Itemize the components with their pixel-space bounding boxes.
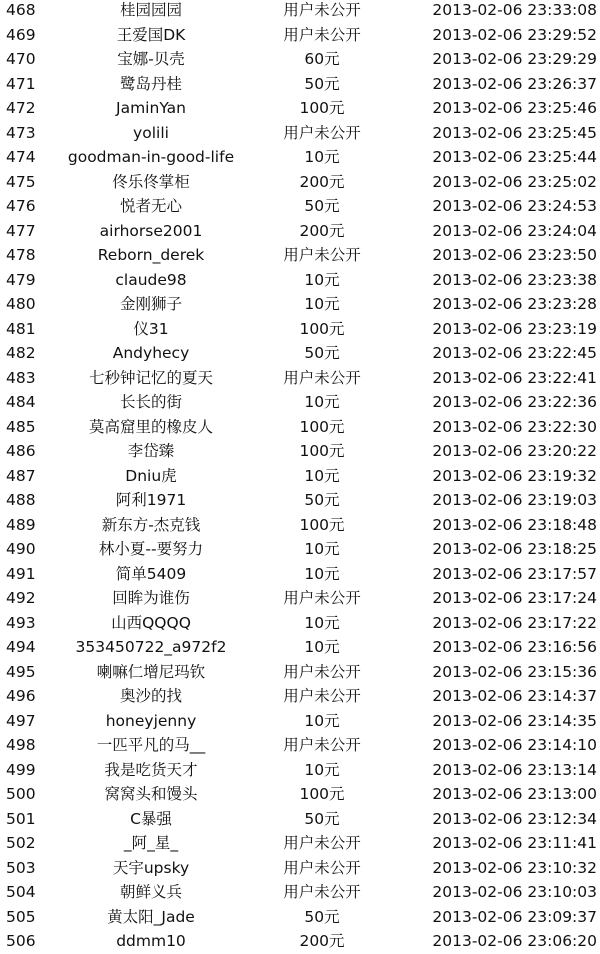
list-row <box>0 537 600 562</box>
list-row <box>0 23 600 48</box>
list-row <box>0 611 600 636</box>
donation-time: 2013-02-06 23:15:36 <box>432 662 597 681</box>
donation-amount: 200元 <box>299 932 345 950</box>
donation-time: 2013-02-06 23:11:41 <box>432 834 597 852</box>
row-index: 496 <box>6 687 36 705</box>
row-index: 483 <box>6 368 36 387</box>
donation-amount: 10元 <box>304 270 340 289</box>
donor-name: honeyjenny <box>105 711 197 730</box>
list-row <box>0 145 600 170</box>
donation-amount: 200元 <box>299 221 345 240</box>
donation-amount: 10元 <box>304 760 340 779</box>
donation-amount: 10元 <box>304 393 340 411</box>
row-index: 488 <box>6 491 36 509</box>
list-row <box>0 709 600 734</box>
donation-time: 2013-02-06 23:23:50 <box>432 246 597 264</box>
donor-name: 我是吃货天才 <box>104 760 198 779</box>
donor-name: 七秒钟记忆的夏天 <box>88 368 213 387</box>
donation-time: 2013-02-06 23:25:02 <box>432 172 597 191</box>
donation-amount: 用户未公开 <box>283 834 361 852</box>
donor-name: 悦者无心 <box>119 197 182 215</box>
donation-time: 2013-02-06 23:29:52 <box>432 25 597 44</box>
donation-amount: 10元 <box>304 148 340 166</box>
list-row <box>0 121 600 146</box>
donation-time: 2013-02-06 23:22:30 <box>432 417 597 436</box>
row-index: 472 <box>6 99 36 117</box>
row-index: 478 <box>6 246 36 264</box>
row-index: 490 <box>6 540 36 558</box>
donation-time: 2013-02-06 23:10:03 <box>432 883 597 901</box>
list-row <box>0 905 600 930</box>
list-row <box>0 243 600 268</box>
donor-name: 王爱国DK <box>116 25 186 44</box>
list-row <box>0 366 600 391</box>
donation-time: 2013-02-06 23:26:37 <box>432 74 597 93</box>
row-index: 482 <box>6 344 36 362</box>
donation-time: 2013-02-06 23:29:29 <box>432 50 597 68</box>
list-row <box>0 733 600 758</box>
donation-time: 2013-02-06 23:24:53 <box>432 197 597 215</box>
donor-name: 简单5409 <box>115 564 187 583</box>
donation-time: 2013-02-06 23:18:25 <box>432 540 597 558</box>
donor-name: 长长的街 <box>119 393 182 411</box>
row-index: 495 <box>6 662 36 681</box>
donation-time: 2013-02-06 23:19:03 <box>432 491 597 509</box>
donation-time: 2013-02-06 23:24:04 <box>432 221 597 240</box>
row-index: 468 <box>6 1 36 19</box>
donor-name: 山西QQQQ <box>111 613 191 632</box>
donation-time: 2013-02-06 23:25:46 <box>432 99 597 117</box>
donation-amount: 用户未公开 <box>283 25 361 44</box>
donation-amount: 10元 <box>304 638 340 656</box>
donation-amount: 10元 <box>304 466 340 485</box>
donor-name: 鹭岛丹桂 <box>119 74 182 93</box>
donation-amount: 用户未公开 <box>283 246 361 264</box>
donation-time: 2013-02-06 23:17:57 <box>432 564 597 583</box>
donation-amount: 用户未公开 <box>283 123 361 142</box>
list-row <box>0 635 600 660</box>
donation-amount: 100元 <box>299 515 345 534</box>
donation-amount: 用户未公开 <box>283 736 361 754</box>
row-index: 503 <box>6 858 36 877</box>
row-index: 473 <box>6 123 36 142</box>
row-index: 481 <box>6 319 36 338</box>
row-index: 470 <box>6 50 36 68</box>
donor-name: 黄太阳_Jade <box>107 907 195 926</box>
list-row <box>0 96 600 121</box>
list-row <box>0 219 600 244</box>
donation-amount: 10元 <box>304 711 340 730</box>
row-index: 506 <box>6 932 36 950</box>
donor-name: ddmm10 <box>116 932 186 950</box>
row-index: 489 <box>6 515 36 534</box>
list-row <box>0 513 600 538</box>
list-row <box>0 47 600 72</box>
donation-amount: 用户未公开 <box>283 687 361 705</box>
list-row <box>0 72 600 97</box>
list-row <box>0 341 600 366</box>
list-row <box>0 880 600 905</box>
donation-amount: 100元 <box>299 319 345 338</box>
donor-name: 阿利1971 <box>115 491 187 509</box>
donation-amount: 用户未公开 <box>283 858 361 877</box>
donation-time: 2013-02-06 23:25:45 <box>432 123 597 142</box>
donor-name: 天宇upsky <box>112 858 190 877</box>
donation-time: 2013-02-06 23:20:22 <box>432 442 597 460</box>
donation-amount: 50元 <box>304 197 340 215</box>
list-row <box>0 831 600 856</box>
list-row <box>0 0 600 23</box>
donation-amount: 10元 <box>304 564 340 583</box>
donor-name: Dniu虎 <box>125 466 177 485</box>
donation-amount: 50元 <box>304 491 340 509</box>
list-row <box>0 170 600 195</box>
donor-name: 回眸为谁伤 <box>112 589 190 607</box>
donation-time: 2013-02-06 23:06:20 <box>432 932 597 950</box>
donor-name: 新东方-杰克钱 <box>101 515 201 534</box>
list-row <box>0 292 600 317</box>
donor-name: claude98 <box>115 270 187 289</box>
donor-name: C暴强 <box>130 809 172 828</box>
donor-name: 桂园园园 <box>119 1 182 19</box>
donation-amount: 50元 <box>304 344 340 362</box>
donation-amount: 100元 <box>299 417 345 436</box>
list-row <box>0 660 600 685</box>
donation-amount: 50元 <box>304 74 340 93</box>
donation-amount: 200元 <box>299 172 345 191</box>
donation-time: 2013-02-06 23:25:44 <box>432 148 597 166</box>
row-index: 504 <box>6 883 36 901</box>
donation-time: 2013-02-06 23:09:37 <box>432 907 597 926</box>
list-row <box>0 684 600 709</box>
row-index: 486 <box>6 442 36 460</box>
list-row <box>0 390 600 415</box>
donor-name: goodman-in-good-life <box>67 148 235 166</box>
list-row <box>0 464 600 489</box>
donor-name: yolili <box>133 123 169 142</box>
donor-name: 朝鲜义兵 <box>119 883 182 901</box>
list-row <box>0 439 600 464</box>
donation-time: 2013-02-06 23:23:38 <box>432 270 597 289</box>
row-index: 487 <box>6 466 36 485</box>
row-index: 499 <box>6 760 36 779</box>
donation-time: 2013-02-06 23:23:28 <box>432 295 597 313</box>
donation-time: 2013-02-06 23:16:56 <box>432 638 597 656</box>
donation-time: 2013-02-06 23:12:34 <box>432 809 597 828</box>
donor-name: 奥沙的找 <box>119 687 182 705</box>
donation-time: 2013-02-06 23:14:10 <box>432 736 597 754</box>
donor-name: Reborn_derek <box>97 246 205 264</box>
row-index: 493 <box>6 613 36 632</box>
list-row <box>0 562 600 587</box>
donor-name: 林小夏--要努力 <box>98 540 204 558</box>
list-row <box>0 782 600 807</box>
donation-amount: 60元 <box>304 50 340 68</box>
donation-amount: 用户未公开 <box>283 1 361 19</box>
list-row <box>0 268 600 293</box>
donor-name: 窝窝头和馒头 <box>104 785 198 803</box>
row-index: 498 <box>6 736 36 754</box>
list-row <box>0 856 600 881</box>
row-index: 501 <box>6 809 36 828</box>
donation-amount: 用户未公开 <box>283 589 361 607</box>
list-row <box>0 929 600 954</box>
list-row <box>0 758 600 783</box>
donation-time: 2013-02-06 23:13:00 <box>432 785 597 803</box>
row-index: 502 <box>6 834 36 852</box>
donation-amount: 用户未公开 <box>283 368 361 387</box>
row-index: 484 <box>6 393 36 411</box>
donor-name: Andyhecy <box>112 344 190 362</box>
list-row <box>0 194 600 219</box>
donation-amount: 50元 <box>304 907 340 926</box>
donation-amount: 10元 <box>304 295 340 313</box>
donation-time: 2013-02-06 23:22:45 <box>432 344 597 362</box>
donation-time: 2013-02-06 23:22:41 <box>432 368 597 387</box>
row-index: 491 <box>6 564 36 583</box>
donor-name: 佟乐佟掌柜 <box>112 172 190 191</box>
donor-name: 仪31 <box>133 319 169 338</box>
donation-time: 2013-02-06 23:19:32 <box>432 466 597 485</box>
donor-name: 353450722_a972f2 <box>75 638 227 656</box>
donor-name: _阿_星_ <box>123 834 179 852</box>
donor-name: 金刚狮子 <box>119 295 182 313</box>
list-row <box>0 586 600 611</box>
row-index: 479 <box>6 270 36 289</box>
donation-time: 2013-02-06 23:17:22 <box>432 613 597 632</box>
donation-amount: 100元 <box>299 442 345 460</box>
row-index: 485 <box>6 417 36 436</box>
row-index: 505 <box>6 907 36 926</box>
list-row <box>0 488 600 513</box>
list-row <box>0 807 600 832</box>
row-index: 474 <box>6 148 36 166</box>
list-row <box>0 317 600 342</box>
donation-amount: 用户未公开 <box>283 883 361 901</box>
donor-name: 莫高窟里的橡皮人 <box>88 417 213 436</box>
donor-name: 一匹平凡的马__ <box>96 736 206 754</box>
donation-amount: 50元 <box>304 809 340 828</box>
donation-time: 2013-02-06 23:22:36 <box>432 393 597 411</box>
donation-amount: 用户未公开 <box>283 662 361 681</box>
list-row <box>0 415 600 440</box>
row-index: 471 <box>6 74 36 93</box>
donation-time: 2013-02-06 23:23:19 <box>432 319 597 338</box>
row-index: 475 <box>6 172 36 191</box>
donor-name: 李岱臻 <box>127 442 175 460</box>
donor-name: airhorse2001 <box>99 221 203 240</box>
donation-amount: 10元 <box>304 540 340 558</box>
row-index: 477 <box>6 221 36 240</box>
row-index: 469 <box>6 25 36 44</box>
donor-name: JaminYan <box>116 99 186 117</box>
donation-time: 2013-02-06 23:14:37 <box>432 687 597 705</box>
donation-amount: 100元 <box>299 99 345 117</box>
donation-time: 2013-02-06 23:17:24 <box>432 589 597 607</box>
donation-time: 2013-02-06 23:10:32 <box>432 858 597 877</box>
row-index: 480 <box>6 295 36 313</box>
donation-time: 2013-02-06 23:33:08 <box>432 1 597 19</box>
row-index: 497 <box>6 711 36 730</box>
donation-amount: 10元 <box>304 613 340 632</box>
row-index: 492 <box>6 589 36 607</box>
donor-name: 喇嘛仁增尼玛钦 <box>96 662 206 681</box>
donation-amount: 100元 <box>299 785 345 803</box>
row-index: 476 <box>6 197 36 215</box>
donation-time: 2013-02-06 23:14:35 <box>432 711 597 730</box>
row-index: 494 <box>6 638 36 656</box>
donation-time: 2013-02-06 23:18:48 <box>432 515 597 534</box>
row-index: 500 <box>6 785 36 803</box>
donor-name: 宝娜-贝壳 <box>117 50 185 68</box>
donation-time: 2013-02-06 23:13:14 <box>432 760 597 779</box>
